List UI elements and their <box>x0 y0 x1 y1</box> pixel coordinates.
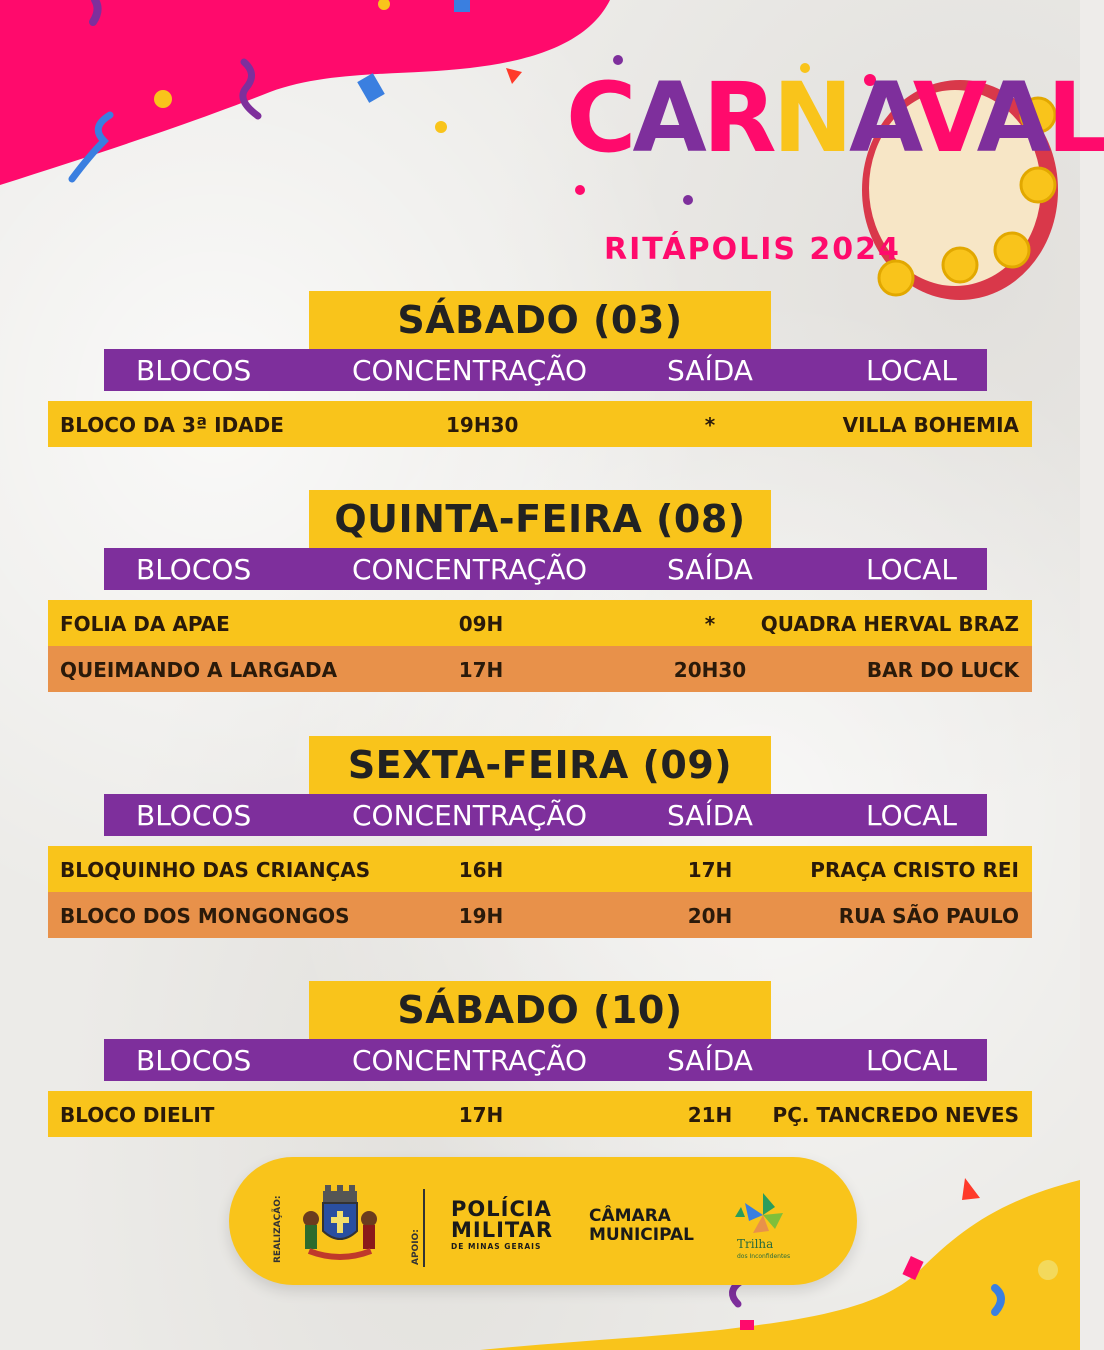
cell-concentracao: 17H <box>458 1103 504 1127</box>
day-title: SÁBADO (03) <box>309 291 771 349</box>
table-row <box>48 1091 1032 1137</box>
table-row <box>48 600 1032 646</box>
cell-saida: 21H <box>687 1103 733 1127</box>
table-header-row <box>104 349 987 391</box>
day-title: SEXTA-FEIRA (09) <box>309 736 771 794</box>
cell-local: PÇ. TANCREDO NEVES <box>772 1103 1019 1127</box>
cell-local: QUADRA HERVAL BRAZ <box>760 612 1019 636</box>
cell-concentracao: 17H <box>458 658 504 682</box>
cell-concentracao: 19H <box>458 904 504 928</box>
header-concentracao: CONCENTRAÇÃO <box>352 354 588 387</box>
apoio-label: APOIO: <box>411 1229 421 1265</box>
trilha-dos-inconfidentes-logo: Trilha dos Inconfidentes <box>731 1193 801 1273</box>
policia-militar-logo: POLÍCIA MILITAR DE MINAS GERAIS <box>451 1197 554 1251</box>
table-row <box>48 646 1032 692</box>
cell-bloco: BLOQUINHO DAS CRIANÇAS <box>60 858 371 882</box>
city-coat-of-arms-icon <box>301 1185 379 1263</box>
cell-concentracao: 16H <box>458 858 504 882</box>
day-title: SÁBADO (10) <box>309 981 771 1039</box>
header-blocos: BLOCOS <box>136 354 252 387</box>
header-local: LOCAL <box>866 553 957 586</box>
cell-concentracao: 19H30 <box>446 413 519 437</box>
header-concentracao: CONCENTRAÇÃO <box>352 799 588 832</box>
header-local: LOCAL <box>866 1044 957 1077</box>
cell-local: RUA SÃO PAULO <box>838 904 1019 928</box>
cell-saida: 20H30 <box>673 658 747 682</box>
table-header-row <box>104 1039 987 1081</box>
carnaval-title: CARNAVAL <box>566 62 1104 174</box>
sponsors-footer <box>229 1157 857 1285</box>
cell-local: PRAÇA CRISTO REI <box>810 858 1019 882</box>
header-saida: SAÍDA <box>667 799 753 832</box>
cell-saida: 20H <box>687 904 733 928</box>
day-title: QUINTA-FEIRA (08) <box>309 490 771 548</box>
table-row <box>48 846 1032 892</box>
header-blocos: BLOCOS <box>136 1044 252 1077</box>
cell-concentracao: 09H <box>458 612 504 636</box>
header-blocos: BLOCOS <box>136 799 252 832</box>
camara-municipal-logo: CÂMARA MUNICIPAL <box>589 1206 694 1245</box>
carnaval-subtitle: RITÁPOLIS 2024 <box>604 232 901 267</box>
table-header-row <box>104 548 987 590</box>
realizacao-label: REALIZAÇÃO: <box>273 1195 283 1263</box>
cell-saida: * <box>704 612 716 636</box>
cell-bloco: BLOCO DOS MONGONGOS <box>60 904 350 928</box>
cell-bloco: BLOCO DIELIT <box>60 1103 215 1127</box>
table-row <box>48 401 1032 447</box>
header-local: LOCAL <box>866 799 957 832</box>
table-row <box>48 892 1032 938</box>
header-local: LOCAL <box>866 354 957 387</box>
header-concentracao: CONCENTRAÇÃO <box>352 553 588 586</box>
cell-bloco: FOLIA DA APAE <box>60 612 230 636</box>
header-saida: SAÍDA <box>667 354 753 387</box>
cell-saida: * <box>704 413 716 437</box>
header-saida: SAÍDA <box>667 1044 753 1077</box>
footer-divider <box>423 1189 425 1267</box>
header-saida: SAÍDA <box>667 553 753 586</box>
cell-bloco: QUEIMANDO A LARGADA <box>60 658 338 682</box>
pink-splash-decoration <box>0 0 620 200</box>
cell-saida: 17H <box>687 858 733 882</box>
header-concentracao: CONCENTRAÇÃO <box>352 1044 588 1077</box>
cell-bloco: BLOCO DA 3ª IDADE <box>60 413 284 437</box>
cell-local: VILLA BOHEMIA <box>842 413 1019 437</box>
header-blocos: BLOCOS <box>136 553 252 586</box>
table-header-row <box>104 794 987 836</box>
trilha-leaves-icon <box>735 1193 791 1237</box>
cell-local: BAR DO LUCK <box>866 658 1019 682</box>
carnaval-logo <box>560 40 1104 300</box>
